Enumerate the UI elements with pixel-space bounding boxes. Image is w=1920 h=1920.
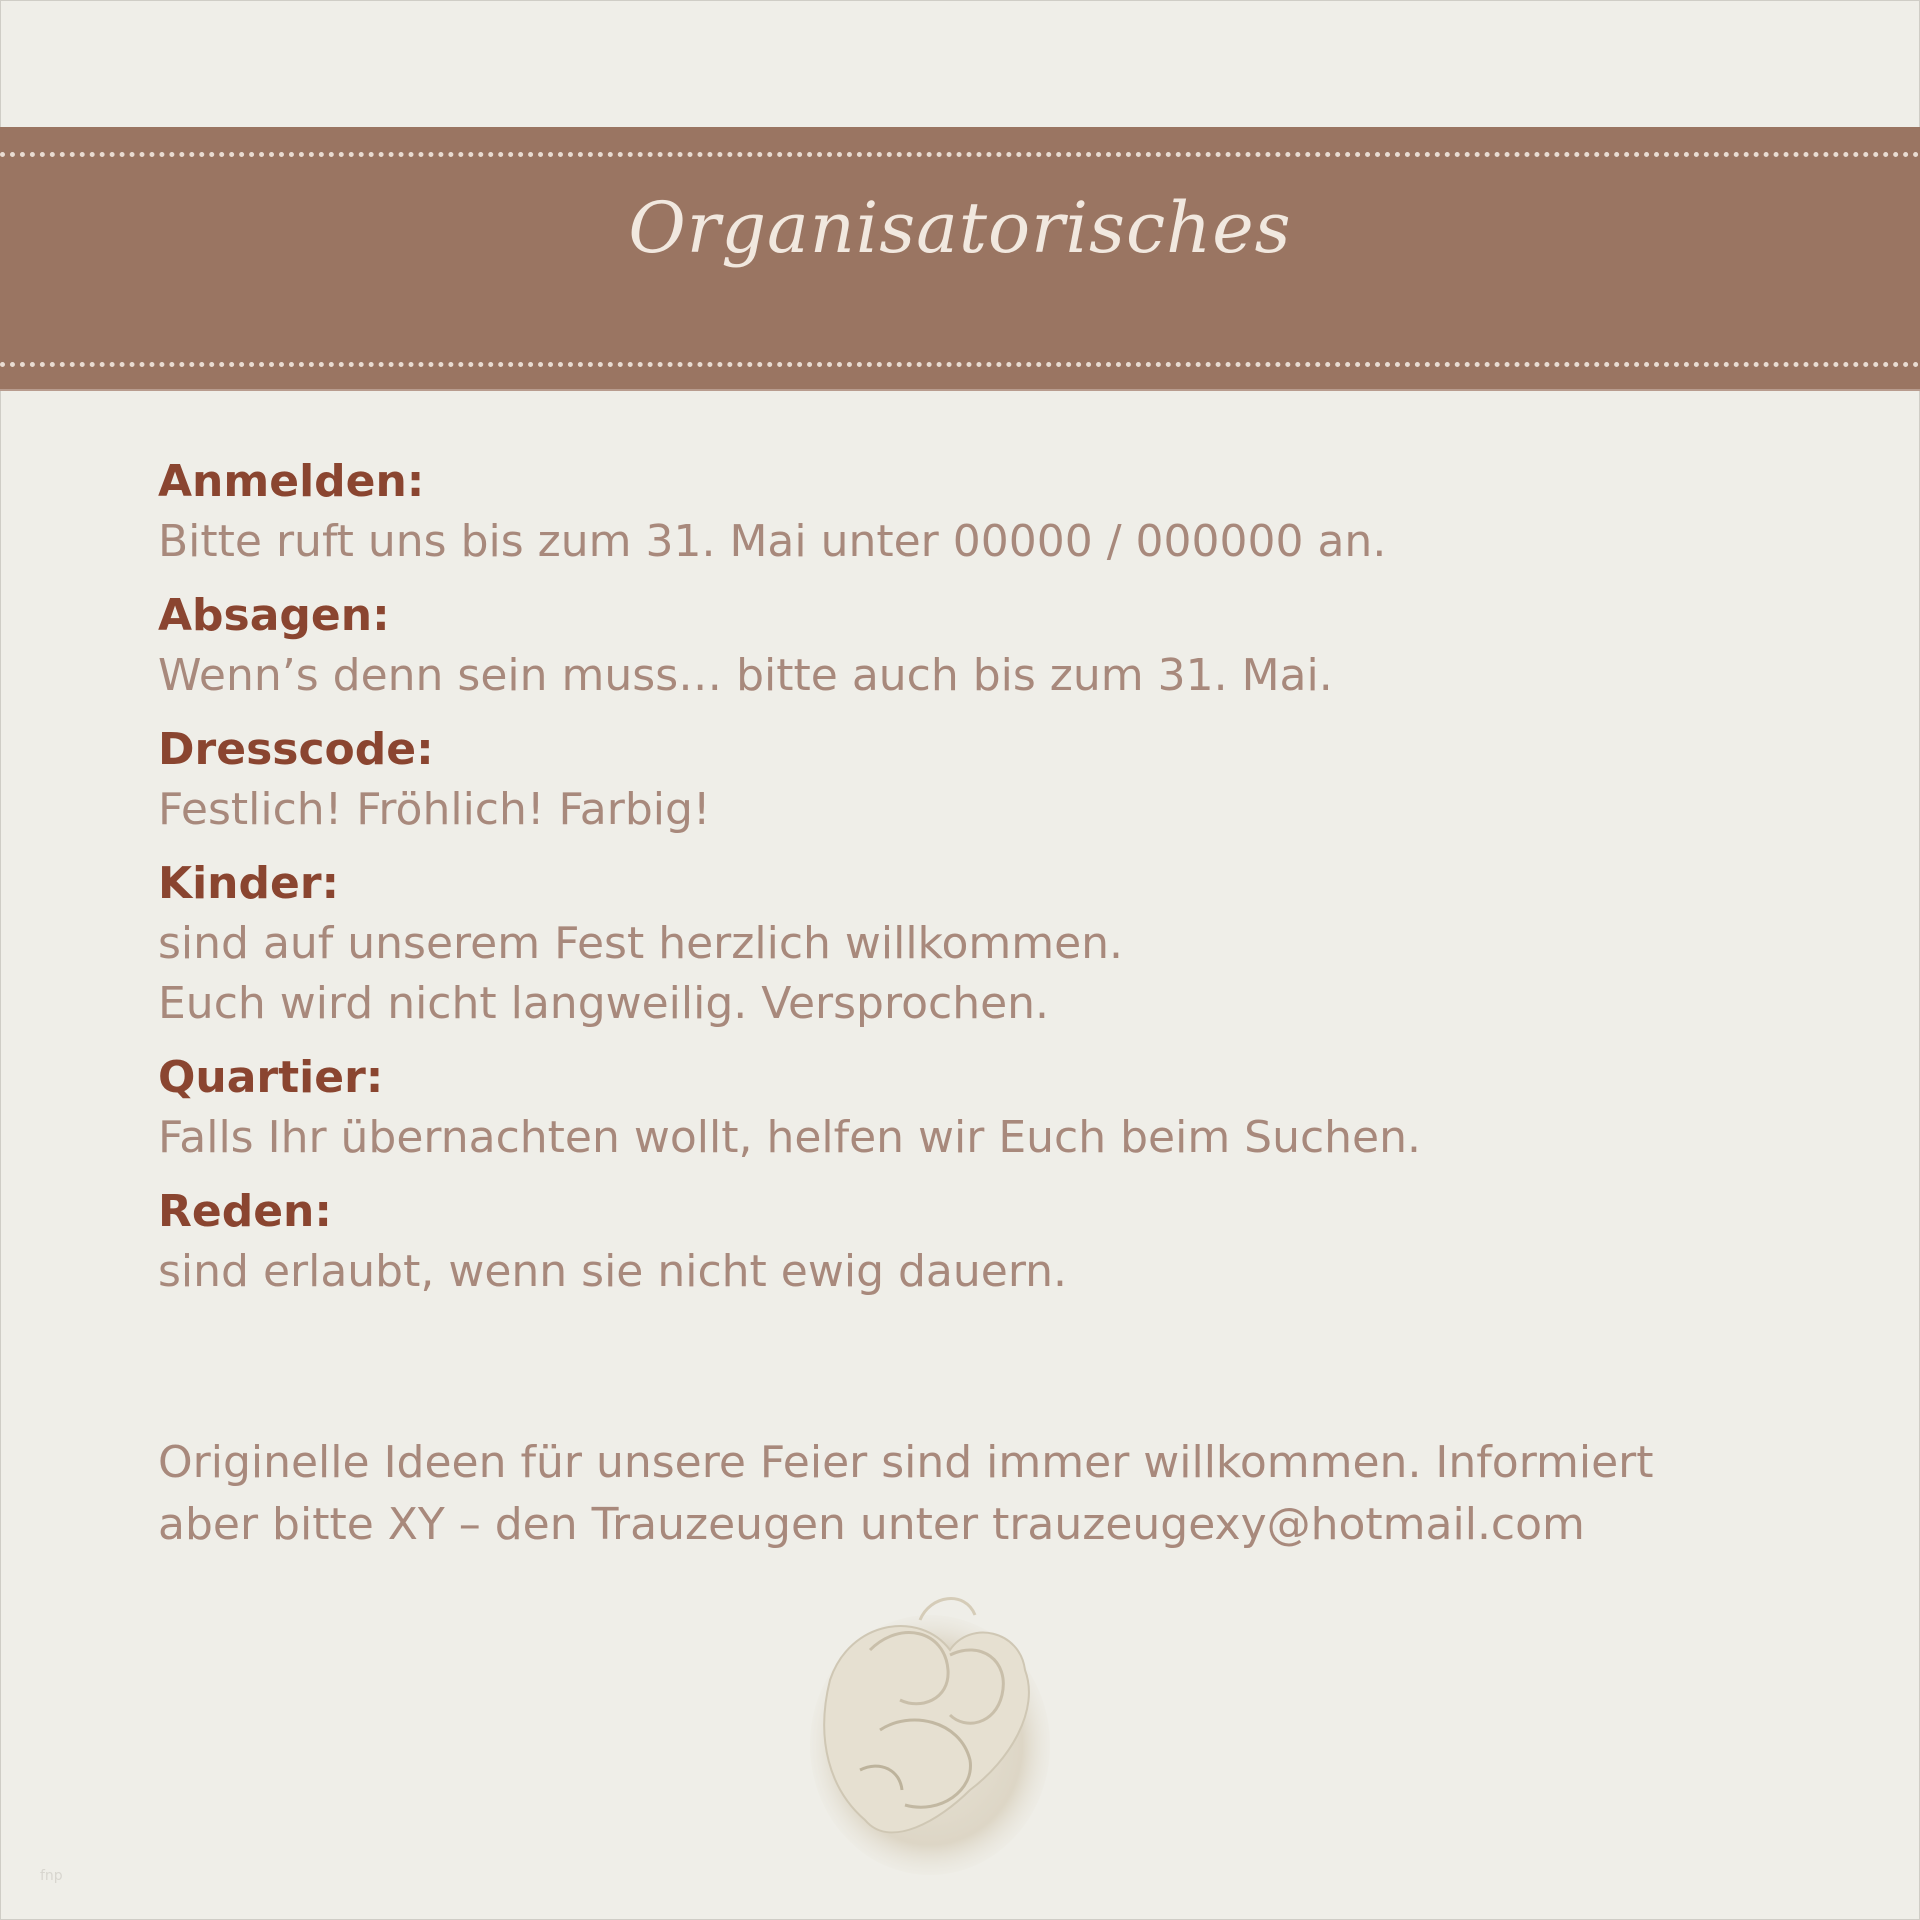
section-kinder	[158, 854, 1798, 1034]
section-text: Wenn’s denn sein muss… bitte auch bis zum 31. Mai.	[158, 650, 1333, 701]
section-label: Anmelden:	[158, 456, 425, 507]
section-label: Reden:	[158, 1186, 332, 1237]
section-dresscode	[158, 720, 1798, 840]
watermark: fnp	[40, 1868, 63, 1884]
section-text: Bitte ruft uns bis zum 31. Mai unter 00000 / 000000 an.	[158, 516, 1387, 567]
banner-stitch-bottom	[0, 362, 1920, 367]
section-text: Euch wird nicht langweilig. Versprochen.	[158, 978, 1050, 1029]
section-label: Dresscode:	[158, 724, 434, 775]
info-sections	[158, 452, 1798, 1316]
note-line: Originelle Ideen für unsere Feier sind immer willkommen. Informiert	[158, 1437, 1654, 1488]
section-text: sind erlaubt, wenn sie nicht ewig dauern.	[158, 1246, 1068, 1297]
closing-note	[158, 1432, 1798, 1556]
page-title: Organisatorisches	[628, 187, 1292, 269]
section-label: Absagen:	[158, 590, 390, 641]
section-text: Falls Ihr übernachten wollt, helfen wir Euch beim Suchen.	[158, 1112, 1422, 1163]
rose-icon	[770, 1560, 1100, 1890]
section-quartier	[158, 1048, 1798, 1168]
banner-stitch-top	[0, 152, 1920, 157]
note-line: aber bitte XY – den Trauzeugen unter trauzeugexy@hotmail.com	[158, 1499, 1585, 1550]
section-reden	[158, 1182, 1798, 1302]
section-absagen	[158, 586, 1798, 706]
section-text: sind auf unserem Fest herzlich willkommen.	[158, 918, 1124, 969]
section-label: Kinder:	[158, 858, 340, 909]
header-banner	[0, 127, 1920, 391]
section-anmelden	[158, 452, 1798, 572]
section-text: Festlich! Fröhlich! Farbig!	[158, 784, 711, 835]
section-label: Quartier:	[158, 1052, 384, 1103]
